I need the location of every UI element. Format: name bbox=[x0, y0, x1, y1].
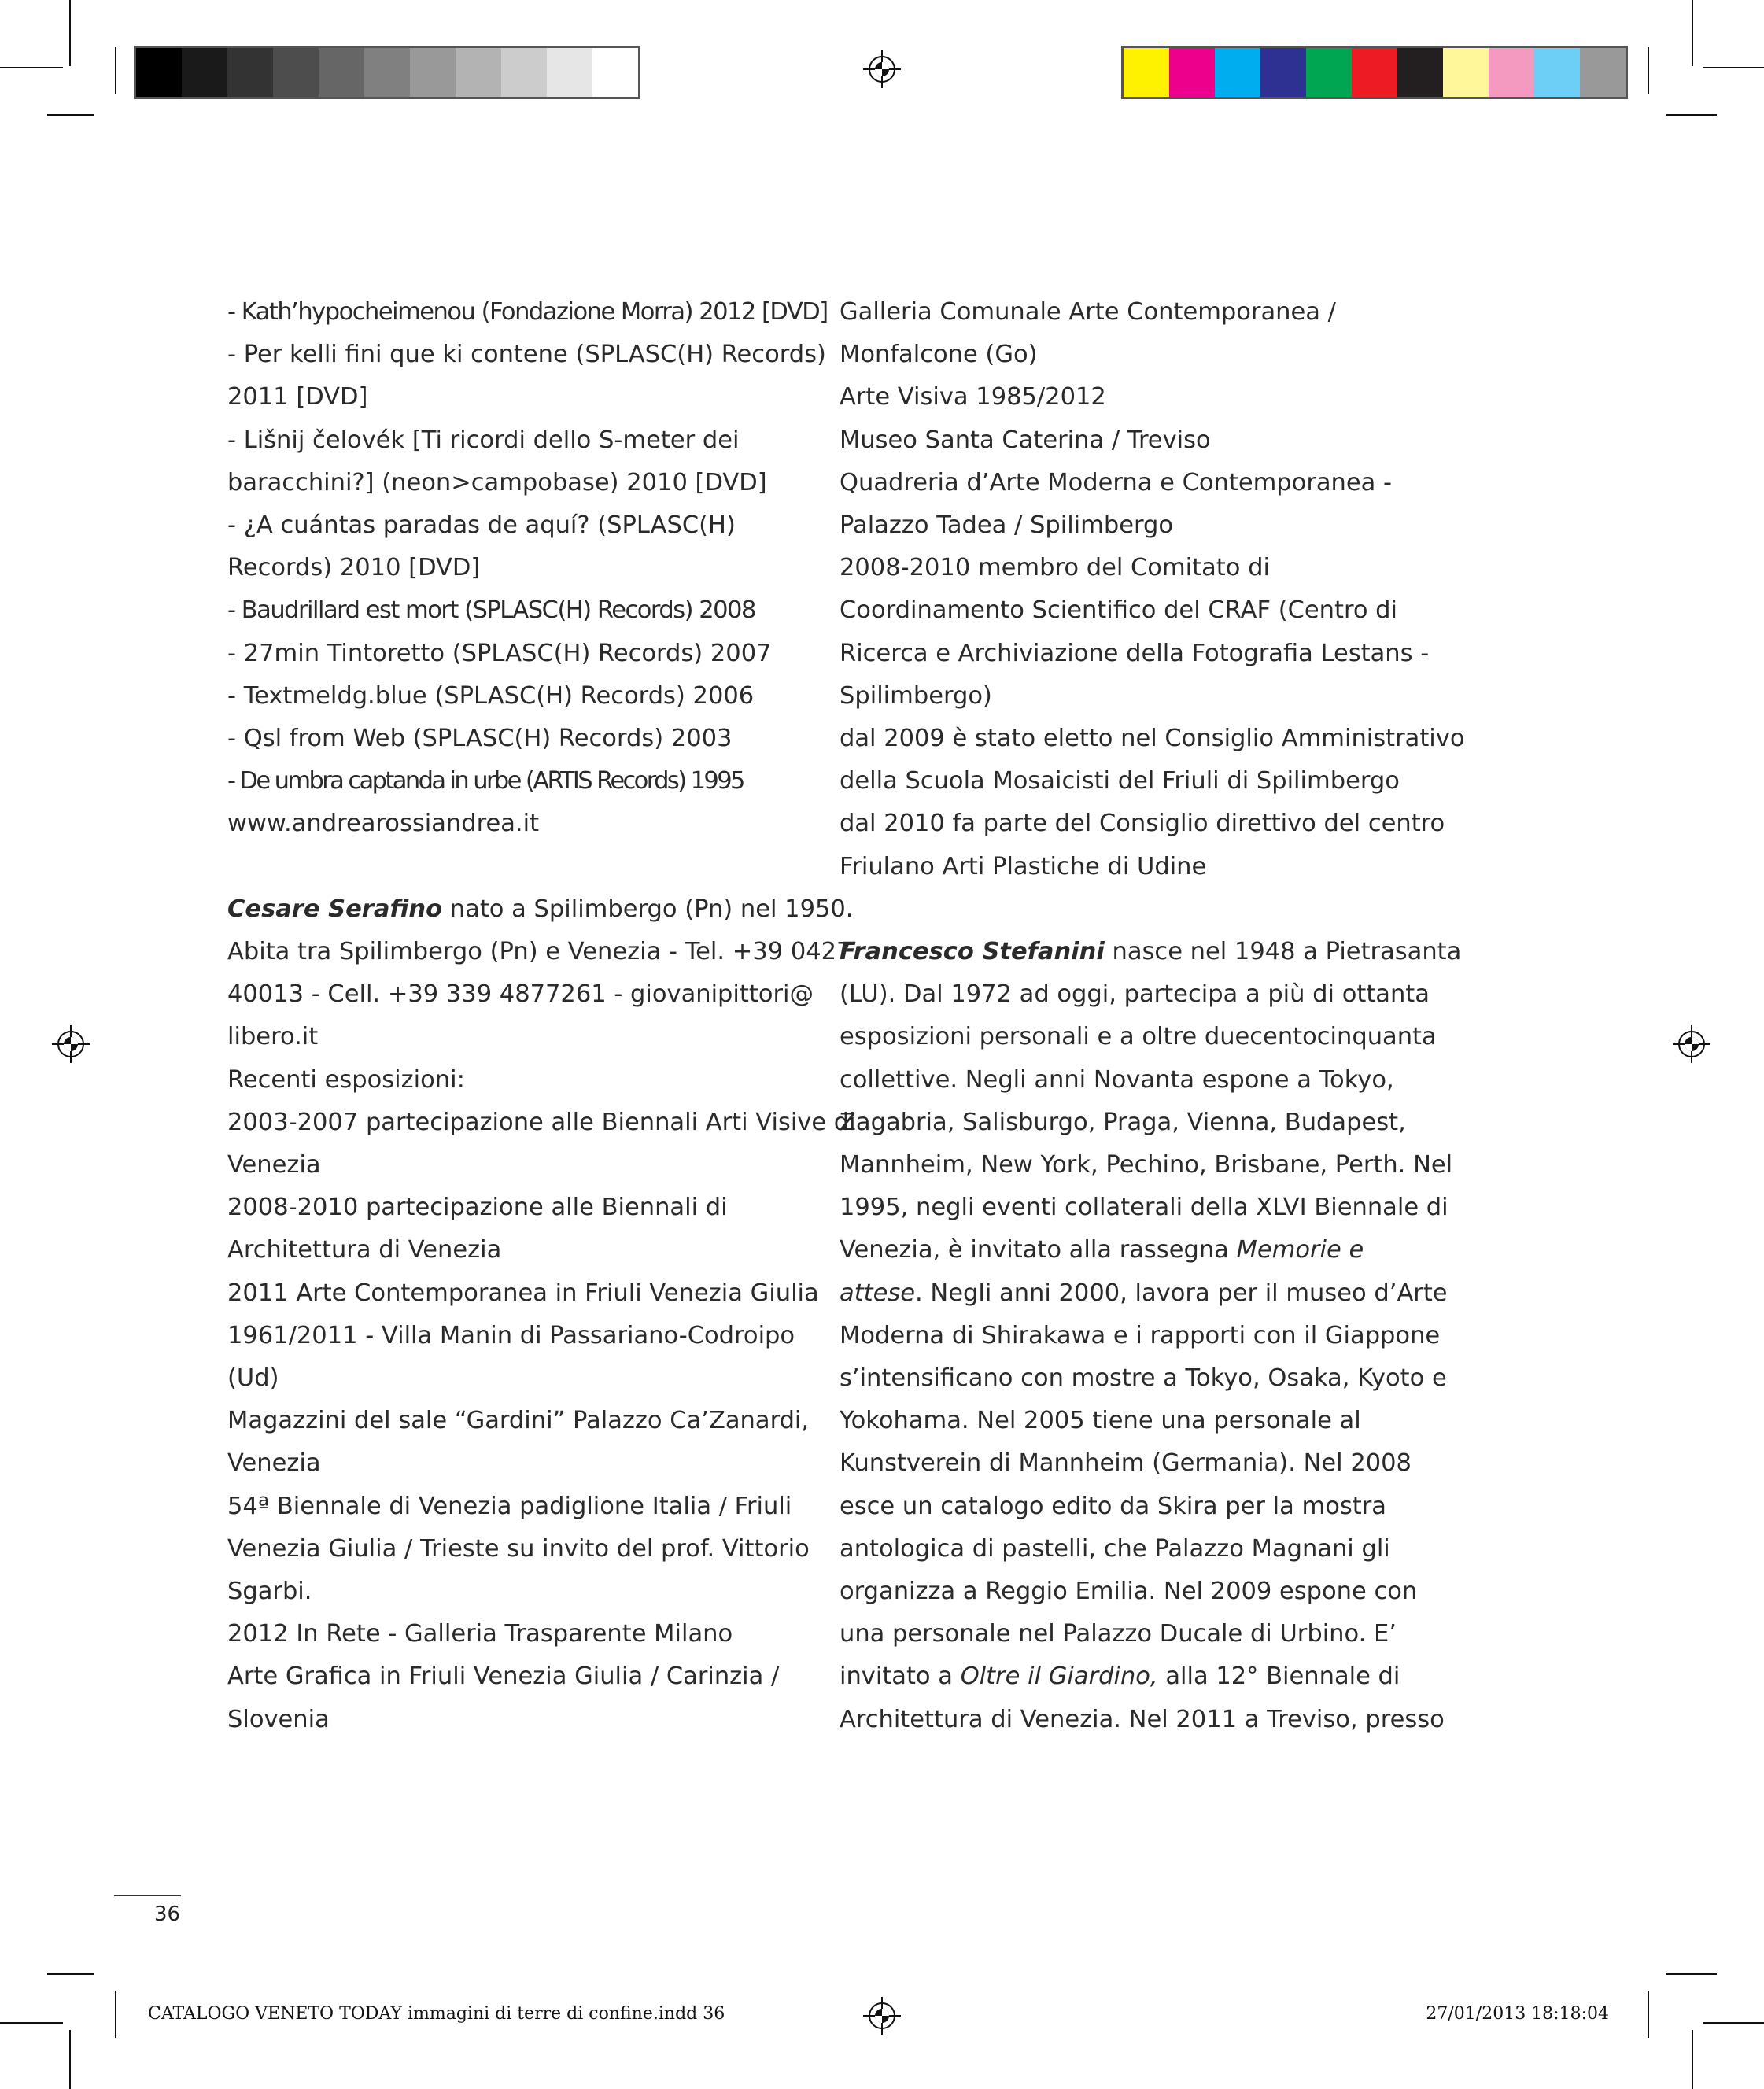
crop-mark bbox=[1692, 0, 1693, 66]
bio-line: Venezia, è invitato alla rassegna Memorie e bbox=[840, 1236, 1364, 1264]
bio-line: collettive. Negli anni Novanta espone a Tokyo, bbox=[840, 1065, 1394, 1094]
color-swatch bbox=[273, 48, 319, 97]
bio-line: esposizioni personali e a oltre duecentocinquanta bbox=[840, 1023, 1437, 1051]
bio-line: Venezia bbox=[227, 1449, 321, 1478]
bio-line: Recenti esposizioni: bbox=[227, 1065, 465, 1094]
color-swatch bbox=[1169, 48, 1215, 97]
color-swatch bbox=[456, 48, 501, 97]
discography-line: - De umbra captanda in urbe (ARTIS Records) 1995 bbox=[227, 767, 744, 795]
discography-line: - Baudrillard est mort (SPLASC(H) Records) 2008 bbox=[227, 596, 755, 625]
discography-line: - Kath’hypocheimenou (Fondazione Morra) 2012 [DVD] bbox=[227, 298, 828, 326]
bio-line: (LU). Dal 1972 ad oggi, partecipa a più di ottanta bbox=[840, 980, 1430, 1009]
artist-name: Francesco Stefanini bbox=[840, 938, 1105, 966]
bio-line: Yokohama. Nel 2005 tiene una personale al bbox=[840, 1407, 1361, 1435]
discography-line: 2011 [DVD] bbox=[227, 383, 368, 412]
crop-mark bbox=[115, 1991, 116, 2038]
discography-line: - 27min Tintoretto (SPLASC(H) Records) 2007 bbox=[227, 639, 772, 667]
process-color-bar bbox=[1121, 46, 1628, 99]
bio-line: Friulano Arti Plastiche di Udine bbox=[840, 852, 1207, 880]
color-swatch bbox=[364, 48, 410, 97]
crop-mark bbox=[1703, 67, 1764, 68]
slug-filename: CATALOGO VENETO TODAY immagini di terre di confine.indd 36 bbox=[148, 2004, 725, 2024]
color-swatch bbox=[1124, 48, 1169, 97]
discography-line: - Qsl from Web (SPLASC(H) Records) 2003 bbox=[227, 725, 733, 753]
bio-line: Ricerca e Archiviazione della Fotografia Lestans - bbox=[840, 639, 1430, 667]
bio-line: libero.it bbox=[227, 1023, 319, 1051]
page-number-rule bbox=[114, 1895, 181, 1896]
bio-line: Sgarbi. bbox=[227, 1578, 312, 1606]
artist-name: Cesare Serafino bbox=[227, 895, 443, 923]
exhibition-title: Oltre il Giardino, bbox=[960, 1663, 1158, 1691]
bio-line: Palazzo Tadea / Spilimbergo bbox=[840, 511, 1174, 540]
color-swatch bbox=[319, 48, 364, 97]
artist-bio-first-line: Cesare Serafino nato a Spilimbergo (Pn) nel 1950. bbox=[227, 895, 854, 923]
crop-mark bbox=[47, 114, 94, 116]
bio-line: Architettura di Venezia bbox=[227, 1236, 502, 1264]
bio-line: 1961/2011 - Villa Manin di Passariano-Codroipo bbox=[227, 1321, 795, 1349]
crop-mark bbox=[69, 0, 71, 66]
bio-line: Magazzini del sale “Gardini” Palazzo Ca’Zanardi, bbox=[227, 1407, 810, 1435]
registration-mark-icon bbox=[863, 50, 901, 88]
color-swatch bbox=[592, 48, 638, 97]
crop-mark bbox=[1666, 114, 1717, 116]
crop-mark bbox=[47, 1973, 94, 1975]
bio-line: Moderna di Shirakawa e i rapporti con il Giappone bbox=[840, 1321, 1441, 1349]
page-number: 36 bbox=[154, 1903, 181, 1926]
bio-line: dal 2010 fa parte del Consiglio direttivo del centro bbox=[840, 810, 1445, 838]
crop-mark bbox=[115, 47, 116, 94]
bio-line: Galleria Comunale Arte Contemporanea / bbox=[840, 298, 1336, 326]
crop-mark bbox=[1692, 2030, 1693, 2089]
bio-line: Quadreria d’Arte Moderna e Contemporanea - bbox=[840, 468, 1393, 496]
color-swatch bbox=[410, 48, 456, 97]
bio-line: 54ª Biennale di Venezia padiglione Italia / Friuli bbox=[227, 1492, 792, 1520]
color-swatch bbox=[1306, 48, 1352, 97]
discography-line: baracchini?] (neon>campobase) 2010 [DVD] bbox=[227, 468, 767, 496]
right-text-column bbox=[840, 291, 1465, 1741]
bio-line: Spilimbergo) bbox=[840, 681, 992, 710]
color-swatch bbox=[1534, 48, 1580, 97]
bio-line: 1995, negli eventi collaterali della XLVI Biennale di bbox=[840, 1194, 1448, 1222]
color-swatch bbox=[1260, 48, 1306, 97]
bio-line: 40013 - Cell. +39 339 4877261 - giovanipittori@ bbox=[227, 980, 814, 1009]
color-swatch bbox=[227, 48, 273, 97]
website-url: www.andrearossiandrea.it bbox=[227, 810, 540, 838]
color-swatch bbox=[547, 48, 592, 97]
bio-line: Arte Grafica in Friuli Venezia Giulia / Carinzia / bbox=[227, 1663, 780, 1691]
color-swatch bbox=[1443, 48, 1489, 97]
bio-line: Venezia Giulia / Trieste su invito del prof. Vittorio bbox=[227, 1534, 810, 1563]
exhibition-title: attese bbox=[840, 1279, 916, 1307]
color-swatch bbox=[1352, 48, 1397, 97]
bio-line: Abita tra Spilimbergo (Pn) e Venezia - Tel. +39 0427 bbox=[227, 938, 852, 966]
slug-timestamp: 27/01/2013 18:18:04 bbox=[1426, 2004, 1609, 2024]
color-swatch bbox=[1580, 48, 1626, 97]
bio-line: Zagabria, Salisburgo, Praga, Vienna, Budapest, bbox=[840, 1108, 1406, 1136]
bio-line: Arte Visiva 1985/2012 bbox=[840, 383, 1106, 412]
color-swatch bbox=[182, 48, 227, 97]
bio-line: Kunstverein di Mannheim (Germania). Nel 2008 bbox=[840, 1449, 1412, 1478]
bio-line: esce un catalogo edito da Skira per la mostra bbox=[840, 1492, 1386, 1520]
bio-line: Mannheim, New York, Pechino, Brisbane, Perth. Nel bbox=[840, 1151, 1453, 1179]
bio-line: 2008-2010 partecipazione alle Biennali di bbox=[227, 1194, 728, 1222]
bio-line: 2012 In Rete - Galleria Trasparente Milano bbox=[227, 1620, 733, 1648]
color-swatch bbox=[136, 48, 182, 97]
bio-line: Monfalcone (Go) bbox=[840, 341, 1038, 369]
bio-line: Venezia bbox=[227, 1151, 321, 1179]
bio-line: Coordinamento Scientifico del CRAF (Centro di bbox=[840, 596, 1398, 625]
crop-mark bbox=[1703, 2022, 1764, 2024]
color-swatch bbox=[1397, 48, 1443, 97]
registration-mark-icon bbox=[52, 1025, 90, 1063]
bio-line: 2011 Arte Contemporanea in Friuli Venezia Giulia bbox=[227, 1279, 819, 1307]
crop-mark bbox=[0, 2022, 63, 2024]
registration-mark-icon bbox=[1673, 1025, 1710, 1063]
grayscale-color-bar bbox=[134, 46, 640, 99]
color-swatch bbox=[1215, 48, 1260, 97]
registration-mark-icon bbox=[863, 1997, 901, 2035]
bio-line: invitato a Oltre il Giardino, alla 12° Biennale di bbox=[840, 1663, 1400, 1691]
exhibition-title: Memorie e bbox=[1236, 1236, 1364, 1264]
bio-line: (Ud) bbox=[227, 1364, 279, 1393]
crop-mark bbox=[0, 67, 63, 68]
discography-line: Records) 2010 [DVD] bbox=[227, 554, 481, 582]
bio-line: attese. Negli anni 2000, lavora per il museo d’Arte bbox=[840, 1279, 1448, 1307]
left-text-column bbox=[227, 291, 856, 1741]
crop-mark bbox=[1648, 1991, 1649, 2038]
discography-line: - Per kelli fini que ki contene (SPLASC(H) Records) bbox=[227, 341, 826, 369]
bio-line: Museo Santa Caterina / Treviso bbox=[840, 426, 1211, 454]
bio-line: organizza a Reggio Emilia. Nel 2009 espone con bbox=[840, 1578, 1418, 1606]
discography-line: - ¿A cuántas paradas de aquí? (SPLASC(H) bbox=[227, 511, 736, 540]
bio-line: s’intensificano con mostre a Tokyo, Osaka, Kyoto e bbox=[840, 1364, 1447, 1393]
crop-mark bbox=[1666, 1973, 1717, 1975]
discography-line: - Textmeldg.blue (SPLASC(H) Records) 2006 bbox=[227, 681, 755, 710]
crop-mark bbox=[69, 2030, 71, 2089]
artist-bio-first-line: Francesco Stefanini nasce nel 1948 a Pietrasanta bbox=[840, 938, 1462, 966]
bio-line: Architettura di Venezia. Nel 2011 a Treviso, presso bbox=[840, 1705, 1445, 1733]
bio-line: antologica di pastelli, che Palazzo Magnani gli bbox=[840, 1534, 1390, 1563]
bio-line: 2003-2007 partecipazione alle Biennali Arti Visive di bbox=[227, 1108, 856, 1136]
crop-mark bbox=[1648, 47, 1649, 94]
bio-line: 2008-2010 membro del Comitato di bbox=[840, 554, 1270, 582]
color-swatch bbox=[1489, 48, 1534, 97]
bio-line: Slovenia bbox=[227, 1705, 330, 1733]
discography-line: - Lišnij čelovék [Ti ricordi dello S-meter dei bbox=[227, 426, 740, 454]
bio-line: una personale nel Palazzo Ducale di Urbino. E’ bbox=[840, 1620, 1397, 1648]
bio-line: della Scuola Mosaicisti del Friuli di Spilimbergo bbox=[840, 767, 1400, 795]
bio-line: dal 2009 è stato eletto nel Consiglio Amministrativo bbox=[840, 725, 1465, 753]
color-swatch bbox=[501, 48, 547, 97]
